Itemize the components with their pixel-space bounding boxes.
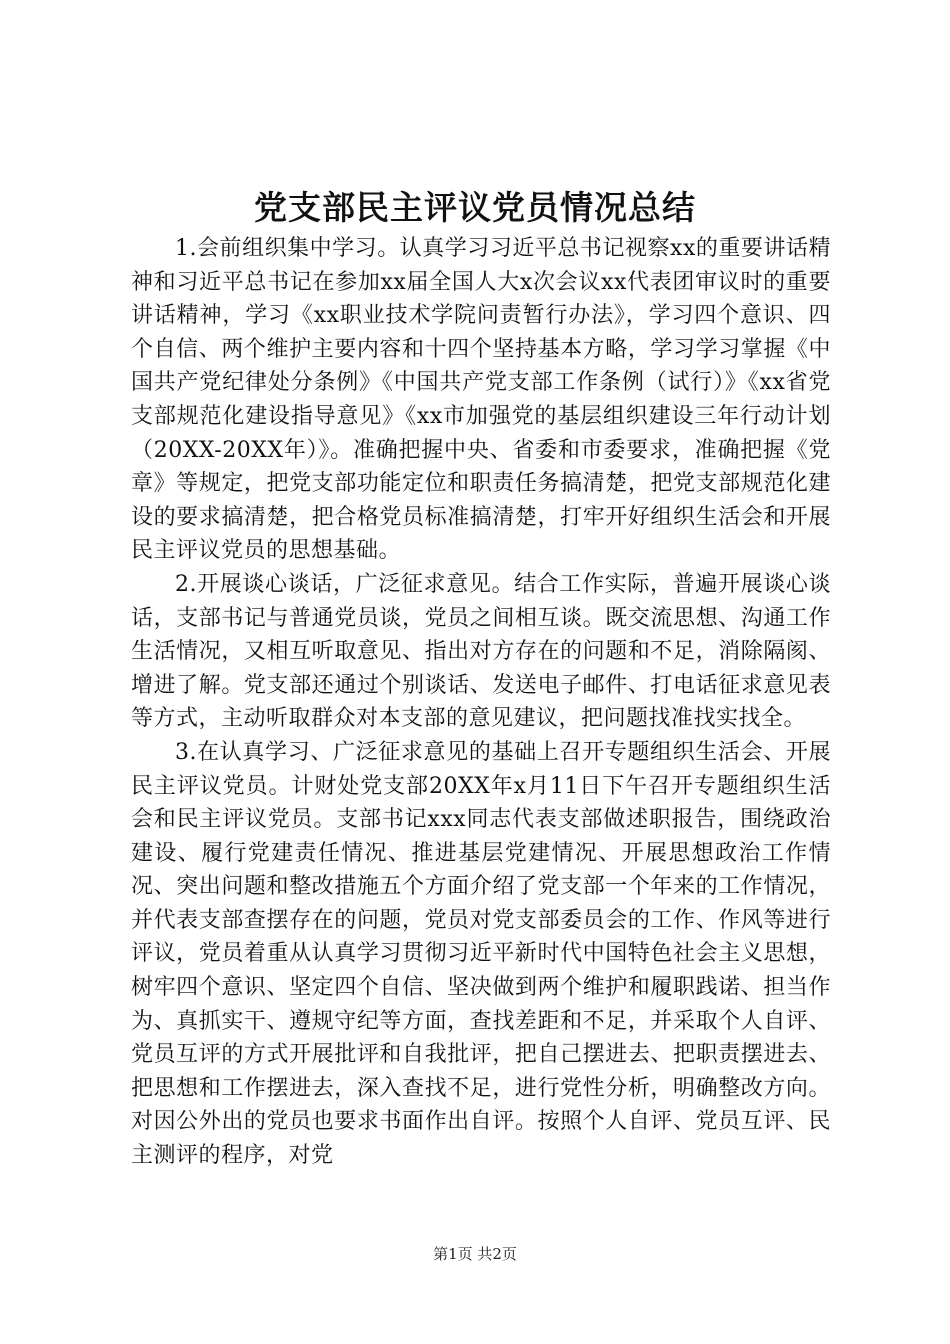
paragraph-1: 1.会前组织集中学习。认真学习习近平总书记视察xx的重要讲话精神和习近平总书记在参加xx届全国人大x次会议xx代表团审议时的重要讲话精神，学习《xx职业技术学院问责暂行办法》，学习四个意识、四个自信、两个维护主要内容和十四个坚持基本方略，学习学习掌握《中国共产党纪律处分条例》《中国共产党支部工作条例（试行）》《xx省党支部规范化建设指导意见》《xx市加强党的基层组织建设三年行动计划（20XX-20XX年）》。准确把握中央、省委和市委要求，准确把握《党章》等规定，把党支部功能定位和职责任务搞清楚，把党支部规范化建设的要求搞清楚，把合格党员标准搞清楚，打牢开好组织生活会和开展民主评议党员的思想基础。	[131, 236, 831, 564]
document-title: 党支部民主评议党员情况总结	[254, 188, 696, 227]
page-number: 第1页 共2页	[433, 1245, 517, 1263]
paragraph-2: 2.开展谈心谈话，广泛征求意见。结合工作实际，普遍开展谈心谈话，支部书记与普通党员谈，党员之间相互谈。既交流思想、沟通工作生活情况，又相互听取意见、指出对方存在的问题和不足，消除隔阂、增进了解。党支部还通过个别谈话、发送电子邮件、打电话征求意见表等方式，主动听取群众对本支部的意见建议，把问题找准找实找全。	[131, 571, 831, 732]
document-body	[131, 232, 831, 1173]
paragraph-3: 3.在认真学习、广泛征求意见的基础上召开专题组织生活会、开展民主评议党员。计财处党支部20XX年x月11日下午召开专题组织生活会和民主评议党员。支部书记xxx同志代表支部做述职报告，围绕政治建设、履行党建责任情况、推进基层党建情况、开展思想政治工作情况、突出问题和整改措施五个方面介绍了党支部一个年来的工作情况，并代表支部查摆存在的问题，党员对党支部委员会的工作、作风等进行评议，党员着重从认真学习贯彻习近平新时代中国特色社会主义思想，树牢四个意识、坚定四个自信、坚决做到两个维护和履职践诺、担当作为、真抓实干、遵规守纪等方面，查找差距和不足，并采取个人自评、党员互评的方式开展批评和自我批评，把自己摆进去、把职责摆进去、把思想和工作摆进去，深入查找不足，进行党性分析，明确整改方向。对因公外出的党员也要求书面作出自评。按照个人自评、党员互评、民主测评的程序，对党	[131, 739, 831, 1169]
